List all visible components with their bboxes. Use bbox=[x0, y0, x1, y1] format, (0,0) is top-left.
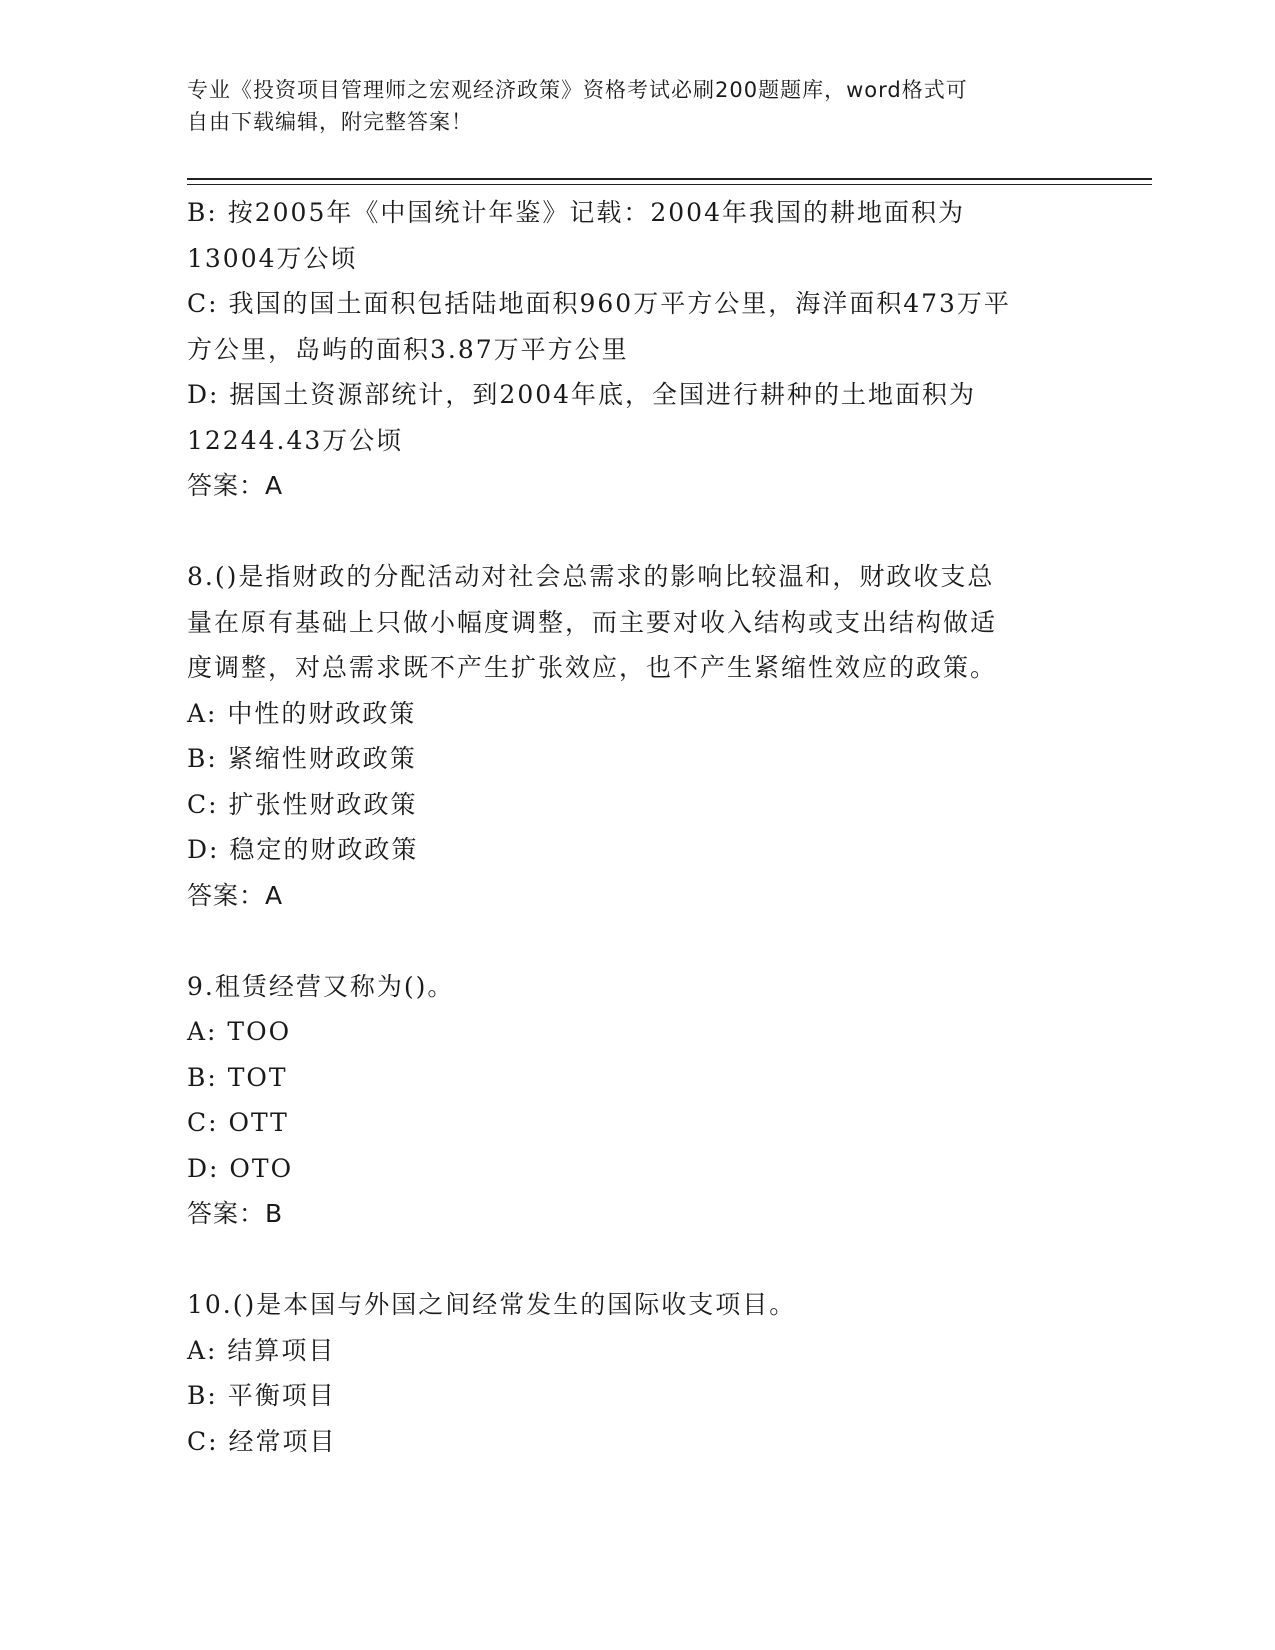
page-header bbox=[187, 74, 1067, 138]
option-b: B: 按2005年《中国统计年鉴》记载：2004年我国的耕地面积为 bbox=[187, 198, 965, 227]
option-c: C: 经常项目 bbox=[187, 1426, 337, 1456]
option-c: C: OTT bbox=[187, 1108, 289, 1137]
option-c: C: 我国的国土面积包括陆地面积960万平方公里，海洋面积473万平 bbox=[187, 289, 1011, 318]
spacer bbox=[187, 1237, 1087, 1283]
question-text: 8.()是指财政的分配活动对社会总需求的影响比较温和，财政收支总 bbox=[187, 562, 995, 591]
question-7-tail bbox=[187, 190, 1087, 509]
question-text: 10.()是本国与外国之间经常发生的国际收支项目。 bbox=[187, 1290, 797, 1319]
option-d-cont: 12244.43万公顷 bbox=[187, 425, 404, 455]
answer: 答案：B bbox=[187, 1199, 284, 1228]
header-line: 自由下载编辑，附完整答案！ bbox=[187, 110, 473, 134]
question-9 bbox=[187, 964, 1087, 1237]
option-a: A: 中性的财政政策 bbox=[187, 698, 417, 728]
question-text: 量在原有基础上只做小幅度调整，而主要对收入结构或支出结构做适 bbox=[187, 607, 998, 637]
option-c: C: 扩张性财政政策 bbox=[187, 789, 418, 819]
option-b: B: 平衡项目 bbox=[187, 1381, 336, 1410]
option-d: D: 据国土资源部统计，到2004年底，全国进行耕种的土地面积为 bbox=[187, 380, 977, 409]
question-text: 度调整，对总需求既不产生扩张效应，也不产生紧缩性效应的政策。 bbox=[187, 653, 998, 682]
question-text: 9.租赁经营又称为()。 bbox=[187, 971, 455, 1001]
option-b-cont: 13004万公顷 bbox=[187, 243, 358, 273]
spacer bbox=[187, 509, 1087, 555]
option-d: D: 稳定的财政政策 bbox=[187, 835, 419, 864]
spacer bbox=[187, 918, 1087, 964]
option-a: A: TOO bbox=[187, 1017, 292, 1046]
answer: 答案：A bbox=[187, 880, 284, 910]
question-8 bbox=[187, 554, 1087, 918]
option-a: A: 结算项目 bbox=[187, 1335, 336, 1365]
header-line: 专业《投资项目管理师之宏观经济政策》资格考试必刷200题题库，word格式可 bbox=[187, 78, 968, 102]
option-c-cont: 方公里，岛屿的面积3.87万平方公里 bbox=[187, 334, 629, 364]
option-b: B: TOT bbox=[187, 1062, 288, 1092]
option-d: D: OTO bbox=[187, 1153, 294, 1183]
answer: 答案：A bbox=[187, 471, 284, 500]
question-10 bbox=[187, 1282, 1087, 1464]
document-body bbox=[187, 190, 1087, 1464]
option-b: B: 紧缩性财政政策 bbox=[187, 744, 417, 773]
header-divider bbox=[187, 178, 1152, 185]
